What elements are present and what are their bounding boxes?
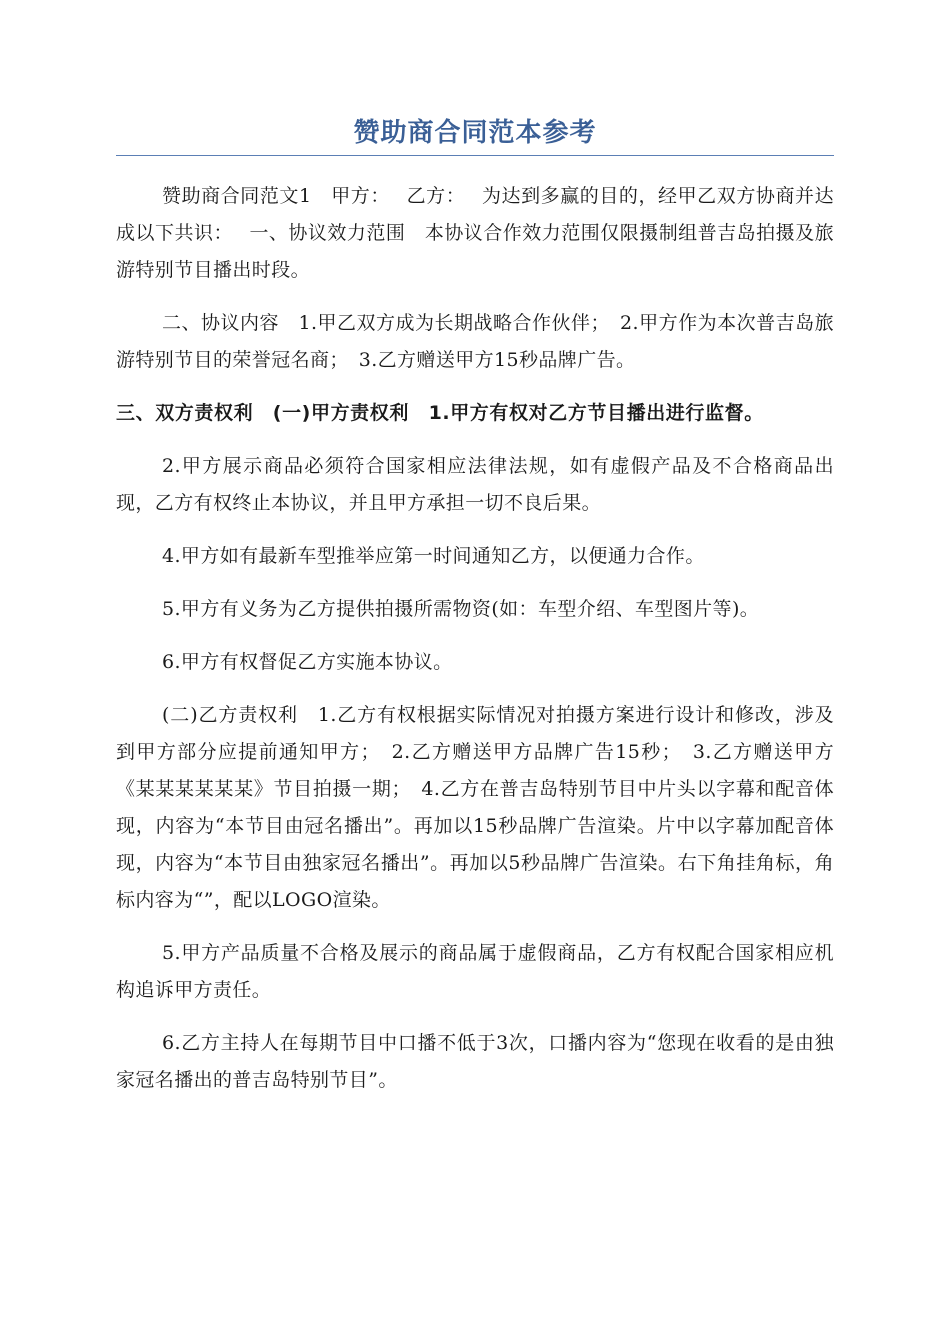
paragraph-party-a-item-2: 2.甲方展示商品必须符合国家相应法律法规，如有虚假产品及不合格商品出现，乙方有权终止本协议，并且甲方承担一切不良后果。 bbox=[116, 455, 834, 514]
paragraph-intro: 赞助商合同范文1 甲方： 乙方： 为达到多赢的目的，经甲乙双方协商并达成以下共识： 一、协议效力范围 本协议合作效力范围仅限摄制组普吉岛拍摄及旅游特别节目播出时段。 bbox=[116, 185, 834, 281]
paragraph-party-b-rights: (二)乙方责权利 1.乙方有权根据实际情况对拍摄方案进行设计和修改，涉及到甲方部分应提前通知甲方； 2.乙方赠送甲方品牌广告15秒； 3.乙方赠送甲方《某某某某某某》节目拍摄一期； 4.乙方在普吉岛特别节目中片头以字幕和配音体现，内容为“本节目由冠名播出”。再加以15秒品牌广告渲染。片中以字幕加配音体现，内容为“本节目由独家冠名播出”。再加以5秒品牌广告渲染。右下角挂角标，角标内容为“”，配以LOGO渲染。 bbox=[116, 704, 834, 911]
section-heading-rights: 三、双方责权利 (一)甲方责权利 1.甲方有权对乙方节目播出进行监督。 bbox=[116, 402, 764, 424]
title-underline bbox=[116, 155, 834, 156]
paragraph-party-b-item-5: 5.甲方产品质量不合格及展示的商品属于虚假商品，乙方有权配合国家相应机构追诉甲方责任。 bbox=[116, 942, 834, 1001]
document-page bbox=[116, 0, 834, 1099]
paragraph-party-a-item-5: 5.甲方有义务为乙方提供拍摄所需物资(如：车型介绍、车型图片等)。 bbox=[162, 598, 760, 620]
paragraph-party-a-item-4: 4.甲方如有最新车型推举应第一时间通知乙方，以便通力合作。 bbox=[162, 545, 705, 567]
paragraph-agreement-content: 二、协议内容 1.甲乙双方成为长期战略合作伙伴； 2.甲方作为本次普吉岛旅游特别节目的荣誉冠名商； 3.乙方赠送甲方15秒品牌广告。 bbox=[116, 312, 834, 371]
paragraph-party-a-item-6: 6.甲方有权督促乙方实施本协议。 bbox=[162, 651, 453, 673]
page-title: 赞助商合同范本参考 bbox=[353, 118, 597, 148]
paragraph-party-b-item-6: 6.乙方主持人在每期节目中口播不低于3次，口播内容为“您现在收看的是由独家冠名播出的普吉岛特别节目”。 bbox=[116, 1032, 834, 1091]
